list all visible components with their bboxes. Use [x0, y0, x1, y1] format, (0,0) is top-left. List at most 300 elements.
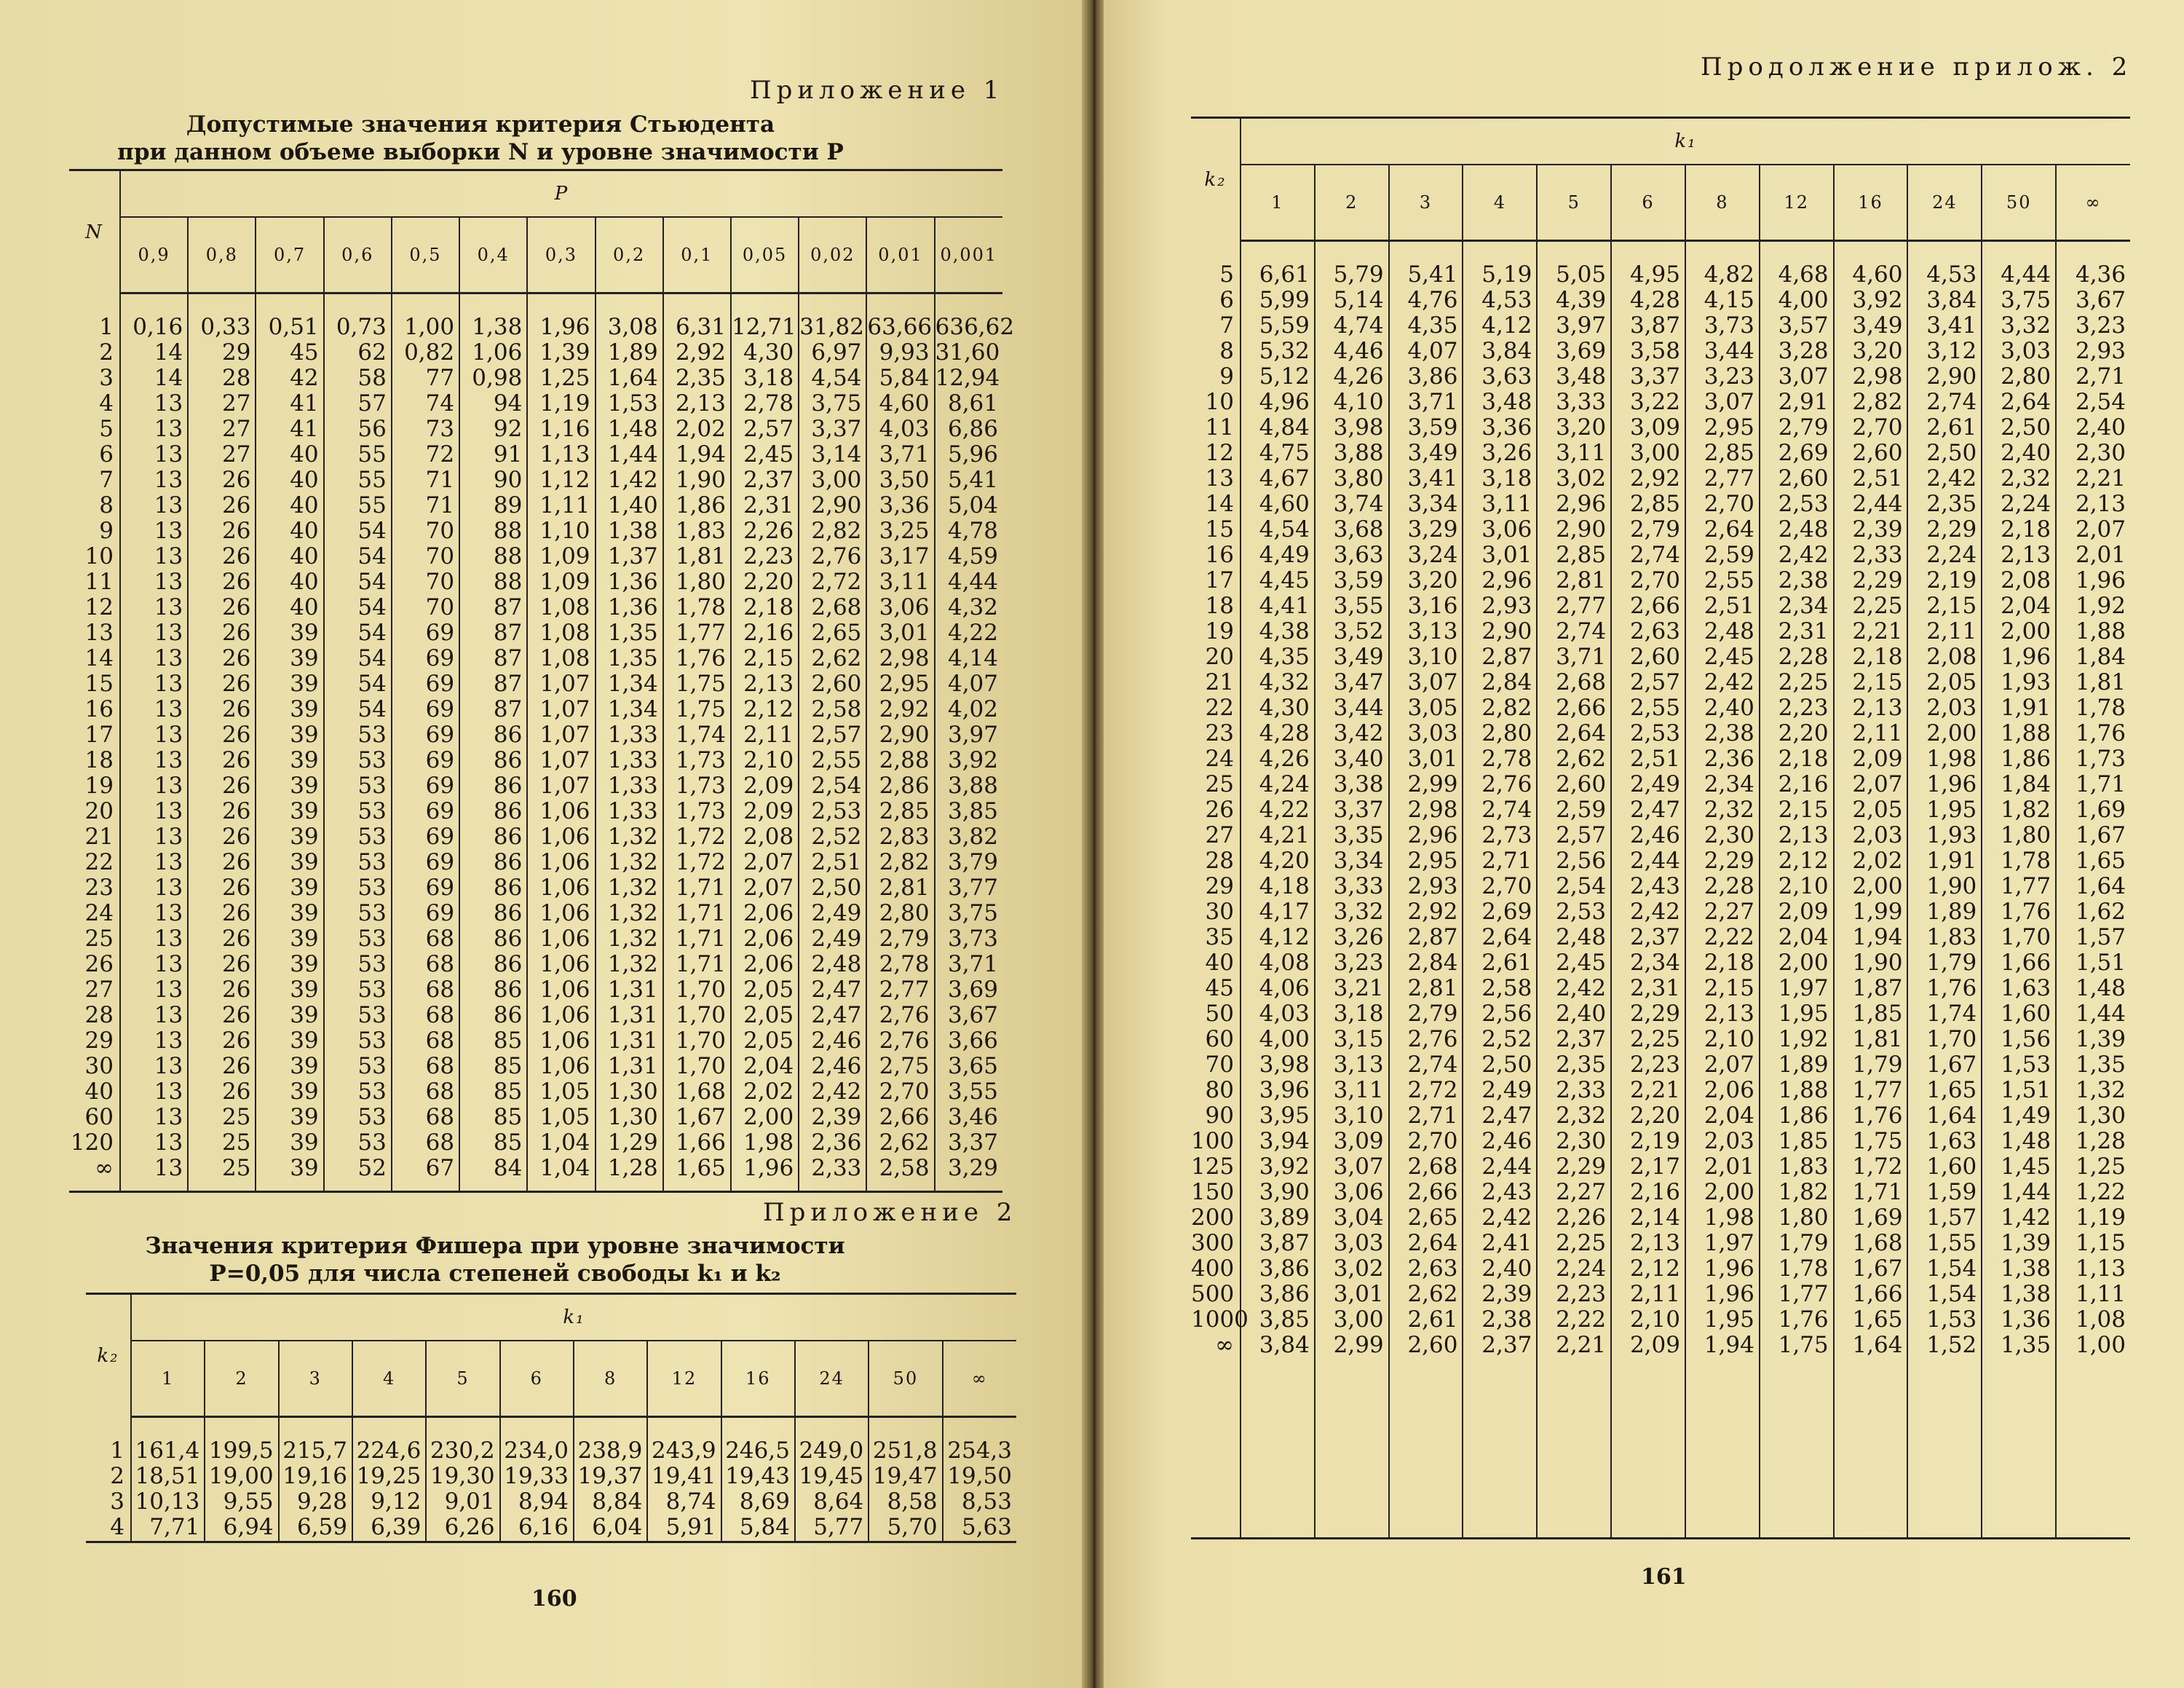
table-cell: 2,66	[1389, 1180, 1463, 1205]
table-cell: 9,01	[426, 1489, 499, 1515]
table-cell: 2,32	[1537, 1103, 1611, 1129]
spacer-cell	[1907, 241, 1982, 263]
table-cell: 1,82	[1982, 797, 2056, 823]
table-cell: 1,88	[1982, 721, 2056, 746]
table-cell: 1,80	[1982, 823, 2056, 848]
table-cell: 3,16	[1389, 593, 1463, 619]
table-cell: 6,94	[205, 1515, 278, 1540]
table-cell: 2,85	[866, 799, 934, 824]
table-cell: 1,16	[527, 417, 595, 442]
table-cell: 68	[392, 1079, 459, 1105]
row-label: 6	[1219, 287, 1234, 313]
table-cell: 40	[256, 493, 323, 518]
table-cell: 1,06	[527, 1028, 595, 1054]
table-cell: 2,26	[1537, 1205, 1611, 1231]
table-cell: 2,71	[1463, 848, 1537, 874]
table-cell: 3,37	[1611, 364, 1685, 390]
table-cell: 2,76	[1389, 1027, 1463, 1052]
table-cell: 13	[120, 468, 188, 493]
table-cell: 8,94	[500, 1489, 574, 1515]
table-cell: 3,67	[2056, 288, 2130, 313]
table-cell: 8,64	[795, 1489, 869, 1515]
table-cell: 3,09	[1315, 1129, 1389, 1154]
table-cell: 3,37	[935, 1130, 1002, 1156]
table-cell: 85	[459, 1054, 527, 1079]
spacer-cell	[69, 293, 120, 315]
table-cell: 3,02	[1315, 1256, 1389, 1282]
table-cell: 2,11	[731, 722, 799, 748]
table-cell: 39	[256, 748, 323, 773]
table-cell: 2,46	[1611, 823, 1685, 848]
row-label: 500	[1191, 1281, 1235, 1307]
filler-cell	[1834, 1358, 1908, 1539]
table-cell: 4,74	[1315, 313, 1389, 339]
table-cell: 2,27	[1537, 1180, 1611, 1205]
table-cell: 1,95	[1907, 797, 1982, 823]
table-cell: 62	[324, 340, 392, 366]
table-cell: 2,58	[799, 697, 866, 722]
table-cell: 2,84	[1463, 670, 1537, 695]
table-cell: 26	[188, 697, 256, 722]
table-row	[69, 366, 1002, 391]
table-cell: 6,59	[279, 1515, 352, 1540]
filler-cell	[795, 1540, 869, 1542]
table-cell: 2,73	[1463, 823, 1537, 848]
table-cell: 1,44	[596, 442, 663, 468]
row-label: 5	[1219, 261, 1234, 288]
table-cell: 2,90	[799, 493, 866, 518]
table-cell: 1,38	[1982, 1256, 2056, 1282]
table-cell: 1,73	[663, 748, 731, 773]
table-cell: 1,32	[596, 926, 663, 952]
student-col-header: 0,3	[527, 217, 595, 293]
table-row	[1191, 1180, 2130, 1205]
table-cell: 41	[256, 417, 323, 442]
filler-cell	[869, 1540, 942, 1542]
table-cell: 1,32	[596, 875, 663, 901]
table-cell: 4,07	[935, 671, 1002, 697]
table-cell: 2,09	[1611, 1333, 1685, 1358]
table-cell: 13	[120, 1054, 188, 1079]
table-cell: 2,06	[1685, 1078, 1760, 1103]
table-cell: 1,79	[1760, 1231, 1834, 1256]
row-label: 21	[84, 824, 114, 850]
filler-cell	[131, 1540, 205, 1542]
table-cell: 4,17	[1241, 899, 1315, 925]
table-cell: 2,65	[799, 620, 866, 646]
table-cell: 2,17	[1611, 1154, 1685, 1180]
table-cell: 69	[392, 875, 459, 901]
table-cell: 2,53	[1537, 899, 1611, 925]
filler-cell	[1685, 1358, 1760, 1539]
table-cell: 1,28	[596, 1156, 663, 1181]
table-cell: 5,79	[1315, 262, 1389, 288]
table-row	[69, 773, 1002, 799]
student-corner: N	[69, 170, 120, 293]
table-cell: 2,69	[1463, 899, 1537, 925]
table-cell: 4,54	[1241, 517, 1315, 543]
table-cell: 1,06	[527, 1054, 595, 1079]
table-cell: 2,04	[1982, 593, 2056, 619]
filler-cell	[205, 1540, 278, 1542]
table-cell: 86	[459, 824, 527, 850]
table-cell: 26	[188, 824, 256, 850]
table-cell: 243,9	[647, 1438, 721, 1464]
table-cell: 2,21	[2056, 466, 2130, 492]
table-cell: 55	[324, 493, 392, 518]
table-cell: 13	[120, 544, 188, 569]
filler-cell	[1760, 1358, 1834, 1539]
table-cell: 4,54	[799, 366, 866, 391]
table-cell: 3,03	[1389, 721, 1463, 746]
table-cell: 3,13	[1315, 1052, 1389, 1078]
table-cell: 13	[120, 926, 188, 952]
table-cell: 3,55	[1315, 593, 1389, 619]
table-cell: 1,79	[1834, 1052, 1908, 1078]
table-row	[69, 417, 1002, 442]
table-cell: 2,65	[1389, 1205, 1463, 1231]
table-cell: 238,9	[574, 1438, 647, 1464]
table-cell: 3,57	[1760, 313, 1834, 339]
table-cell: 3,07	[1685, 390, 1760, 415]
table-row	[69, 671, 1002, 697]
table-cell: 68	[392, 1105, 459, 1130]
table-cell: 2,76	[1463, 772, 1537, 797]
table-row	[1191, 415, 2130, 441]
table-cell: 4,53	[1907, 262, 1982, 288]
row-label: 29	[84, 1028, 114, 1054]
table-cell: 2,13	[663, 391, 731, 417]
table-cell: 1,13	[527, 442, 595, 468]
row-label: 11	[1205, 414, 1234, 441]
table-cell: 1,59	[1907, 1180, 1982, 1205]
spacer-cell	[256, 293, 323, 315]
table-cell: 2,29	[1685, 848, 1760, 874]
table-row	[1191, 1103, 2130, 1129]
table-cell: 53	[324, 901, 392, 926]
table-cell: 2,74	[1907, 390, 1982, 415]
table-cell: 3,98	[1315, 415, 1389, 441]
filler-cell	[1611, 1358, 1685, 1539]
table-cell: 1,30	[596, 1105, 663, 1130]
filler-cell	[574, 1540, 647, 1542]
table-cell: 1,66	[1982, 950, 2056, 976]
table-row	[69, 1156, 1002, 1181]
table-cell: 2,23	[1611, 1052, 1685, 1078]
table-cell: 87	[459, 620, 527, 646]
table-cell: 1,22	[2056, 1180, 2130, 1205]
table-cell: 2,42	[1907, 466, 1982, 492]
table-cell: 56	[324, 417, 392, 442]
table-cell: 53	[324, 824, 392, 850]
table-cell: 1,71	[663, 926, 731, 952]
table-row	[1191, 1129, 2130, 1154]
table-row	[1191, 695, 2130, 721]
table-cell: 8,74	[647, 1489, 721, 1515]
fisher1-col-header: 50	[869, 1341, 942, 1417]
table-cell: 77	[392, 366, 459, 391]
table-cell: 40	[256, 468, 323, 493]
table-cell: 2,55	[1685, 568, 1760, 593]
table-cell: 1,91	[1907, 848, 1982, 874]
filler-cell	[120, 1181, 188, 1192]
table-cell: 2,45	[1537, 950, 1611, 976]
table-cell: 2,26	[731, 518, 799, 544]
right-page	[1104, 0, 2184, 1688]
row-label: 60	[1205, 1026, 1234, 1052]
table-cell: 6,04	[574, 1515, 647, 1540]
fisher1-col-header: 4	[352, 1341, 426, 1417]
table-cell: 5,14	[1315, 288, 1389, 313]
table-cell: 2,57	[1537, 823, 1611, 848]
table-cell: 1,96	[1685, 1256, 1760, 1282]
filler-cell	[1315, 1358, 1389, 1539]
table-cell: 1,94	[1685, 1333, 1760, 1358]
table-cell: 26	[188, 952, 256, 977]
table-cell: 1,71	[1834, 1180, 1908, 1205]
table-cell: 69	[392, 722, 459, 748]
table-cell: 3,89	[1241, 1205, 1315, 1231]
table-cell: 2,74	[1463, 797, 1537, 823]
row-label: 50	[1205, 1001, 1234, 1027]
table-cell: 2,50	[1463, 1052, 1537, 1078]
table-cell: 2,70	[866, 1079, 934, 1105]
table-row	[1191, 1078, 2130, 1103]
table-cell: 85	[459, 1028, 527, 1054]
table-cell: 2,77	[866, 977, 934, 1003]
spacer-cell	[500, 1417, 574, 1439]
appendix1-header: Приложение 1	[750, 76, 1005, 105]
table-cell: 39	[256, 1079, 323, 1105]
table-cell: 1,81	[1834, 1027, 1908, 1052]
table-cell: 53	[324, 850, 392, 875]
spacer-cell	[943, 1417, 1016, 1439]
table-cell: 3,84	[1241, 1333, 1315, 1358]
table-cell: 3,48	[1463, 390, 1537, 415]
table-cell: 2,09	[731, 799, 799, 824]
table-cell: 8,58	[869, 1489, 942, 1515]
table-cell: 1,73	[663, 773, 731, 799]
table-cell: 4,60	[866, 391, 934, 417]
row-label: 5	[99, 416, 114, 442]
table-cell: 1,31	[596, 1028, 663, 1054]
table-cell: 2,07	[1834, 772, 1908, 797]
table-cell: 3,01	[866, 620, 934, 646]
table-cell: 2,45	[731, 442, 799, 468]
table-cell: 4,49	[1241, 543, 1315, 568]
table-cell: 3,04	[1315, 1205, 1389, 1231]
row-label: 28	[84, 1002, 114, 1028]
table-cell: 54	[324, 697, 392, 722]
table-cell: 2,85	[1611, 492, 1685, 517]
fisher1-col-header: 1	[131, 1341, 205, 1417]
table-cell: 2,60	[1611, 644, 1685, 670]
table-cell: 1,53	[1982, 1052, 2056, 1078]
table-cell: 86	[459, 977, 527, 1003]
table-cell: 19,45	[795, 1464, 869, 1489]
table-cell: 19,41	[647, 1464, 721, 1489]
table-cell: 5,84	[721, 1515, 795, 1540]
table-cell: 26	[188, 569, 256, 595]
table-cell: 26	[188, 850, 256, 875]
table-cell: 19,47	[869, 1464, 942, 1489]
table-cell: 2,42	[1537, 976, 1611, 1001]
student-col-header: 0,001	[935, 217, 1002, 293]
table-cell: 3,41	[1389, 466, 1463, 492]
table-cell: 2,60	[1834, 441, 1908, 466]
table-cell: 4,75	[1241, 441, 1315, 466]
table-cell: 1,56	[1982, 1027, 2056, 1052]
table-cell: 3,32	[1982, 313, 2056, 339]
table-cell: 2,06	[731, 926, 799, 952]
table-cell: 3,49	[1389, 441, 1463, 466]
table-cell: 39	[256, 926, 323, 952]
table-cell: 26	[188, 468, 256, 493]
table-cell: 53	[324, 977, 392, 1003]
table-cell: 1,07	[527, 697, 595, 722]
table-row	[1191, 1027, 2130, 1052]
table-cell: 2,74	[1611, 543, 1685, 568]
table-cell: 3,59	[1389, 415, 1463, 441]
table-cell: 1,33	[596, 748, 663, 773]
table-cell: 2,29	[1537, 1154, 1611, 1180]
table-cell: 3,36	[1463, 415, 1537, 441]
table-cell: 3,58	[1611, 339, 1685, 364]
row-label: 10	[1205, 389, 1234, 415]
table-cell: 3,29	[1389, 517, 1463, 543]
table-cell: 2,33	[1834, 543, 1908, 568]
table-cell: 2,98	[1834, 364, 1908, 390]
table-cell: 1,65	[1907, 1078, 1982, 1103]
table-cell: 26	[188, 646, 256, 671]
table-cell: 68	[392, 926, 459, 952]
table-cell: 2,23	[1537, 1282, 1611, 1307]
table-cell: 1,67	[1834, 1256, 1908, 1282]
table-cell: 1,63	[1907, 1129, 1982, 1154]
table-cell: 2,12	[1611, 1256, 1685, 1282]
table-cell: 2,71	[1389, 1103, 1463, 1129]
table-cell: 1,65	[1834, 1307, 1908, 1333]
table-cell: 2,64	[1537, 721, 1611, 746]
table-cell: 3,73	[1685, 313, 1760, 339]
table-cell: 1,54	[1907, 1256, 1982, 1282]
student-col-header: 0,8	[188, 217, 256, 293]
table-cell: 1,71	[663, 901, 731, 926]
table-cell: 3,69	[935, 977, 1002, 1003]
table-cell: 2,50	[1982, 415, 2056, 441]
table-cell: 4,15	[1685, 288, 1760, 313]
table-cell: 4,32	[1241, 670, 1315, 695]
table-cell: 13	[120, 952, 188, 977]
table-cell: 2,15	[1685, 976, 1760, 1001]
table-cell: 1,48	[2056, 976, 2130, 1001]
table-cell: 1,98	[1685, 1205, 1760, 1231]
table-row	[69, 544, 1002, 569]
table-row	[1191, 1205, 2130, 1231]
table-row	[1191, 441, 2130, 466]
row-label: 12	[1205, 440, 1234, 466]
table-cell: 2,24	[1537, 1256, 1611, 1282]
table-cell: 3,23	[1685, 364, 1760, 390]
table-cell: 53	[324, 1130, 392, 1156]
table-cell: 2,22	[1537, 1307, 1611, 1333]
table-cell: 1,07	[527, 671, 595, 697]
table-cell: 1,66	[663, 1130, 731, 1156]
table-cell: 2,70	[1611, 568, 1685, 593]
table-cell: 39	[256, 1054, 323, 1079]
table-cell: 13	[120, 875, 188, 901]
table-cell: 3,47	[1315, 670, 1389, 695]
table-cell: 74	[392, 391, 459, 417]
table-cell: 0,73	[324, 315, 392, 340]
spacer-cell	[2056, 241, 2130, 263]
filler-cell	[721, 1540, 795, 1542]
table-cell: 2,31	[1611, 976, 1685, 1001]
table-cell: 2,96	[1389, 823, 1463, 848]
table-cell: 5,91	[647, 1515, 721, 1540]
row-label: 200	[1191, 1204, 1235, 1231]
table-cell: 2,40	[1537, 1001, 1611, 1027]
table-cell: 2,05	[731, 1028, 799, 1054]
table-cell: 4,44	[1982, 262, 2056, 288]
table-cell: 1,90	[1907, 874, 1982, 899]
table-cell: 2,49	[799, 926, 866, 952]
table-cell: 2,79	[1389, 1001, 1463, 1027]
table-cell: 3,00	[799, 468, 866, 493]
table-row	[69, 824, 1002, 850]
table-cell: 25	[188, 1156, 256, 1181]
table-cell: 1,72	[663, 850, 731, 875]
fisher1-col-header: 6	[500, 1341, 574, 1417]
table-cell: 4,36	[2056, 262, 2130, 288]
spacer-cell	[799, 293, 866, 315]
row-label: 14	[84, 645, 114, 671]
table-row	[69, 1028, 1002, 1054]
row-label: 22	[84, 849, 114, 875]
table-cell: 1,80	[1760, 1205, 1834, 1231]
table-cell: 2,15	[1760, 797, 1834, 823]
table-cell: 86	[459, 952, 527, 977]
table-cell: 2,93	[1389, 874, 1463, 899]
table-cell: 6,26	[426, 1515, 499, 1540]
row-label: 1	[110, 1437, 124, 1464]
table-cell: 2,21	[1611, 1078, 1685, 1103]
table-cell: 3,97	[1537, 313, 1611, 339]
table-row	[1191, 899, 2130, 925]
table-cell: 2,18	[731, 595, 799, 620]
table-cell: 3,38	[1315, 772, 1389, 797]
row-label: 17	[1205, 567, 1234, 593]
table-cell: 18,51	[131, 1464, 205, 1489]
table-cell: 2,82	[866, 850, 934, 875]
spacer-cell	[352, 1417, 426, 1439]
table-cell: 1,96	[2056, 568, 2130, 593]
table-cell: 55	[324, 442, 392, 468]
filler-cell	[1241, 1358, 1315, 1539]
table-cell: 63,66	[866, 315, 934, 340]
table-cell: 1,35	[2056, 1052, 2130, 1078]
table-cell: 161,4	[131, 1438, 205, 1464]
table-cell: 1,51	[1982, 1078, 2056, 1103]
table-cell: 1,70	[663, 1003, 731, 1028]
table-cell: 2,98	[1389, 797, 1463, 823]
table-cell: 1,06	[527, 926, 595, 952]
table-cell: 1,69	[1834, 1205, 1908, 1231]
table-cell: 2,42	[1760, 543, 1834, 568]
table-cell: 2,93	[1463, 593, 1537, 619]
table-cell: 2,83	[866, 824, 934, 850]
table-cell: 2,82	[1834, 390, 1908, 415]
